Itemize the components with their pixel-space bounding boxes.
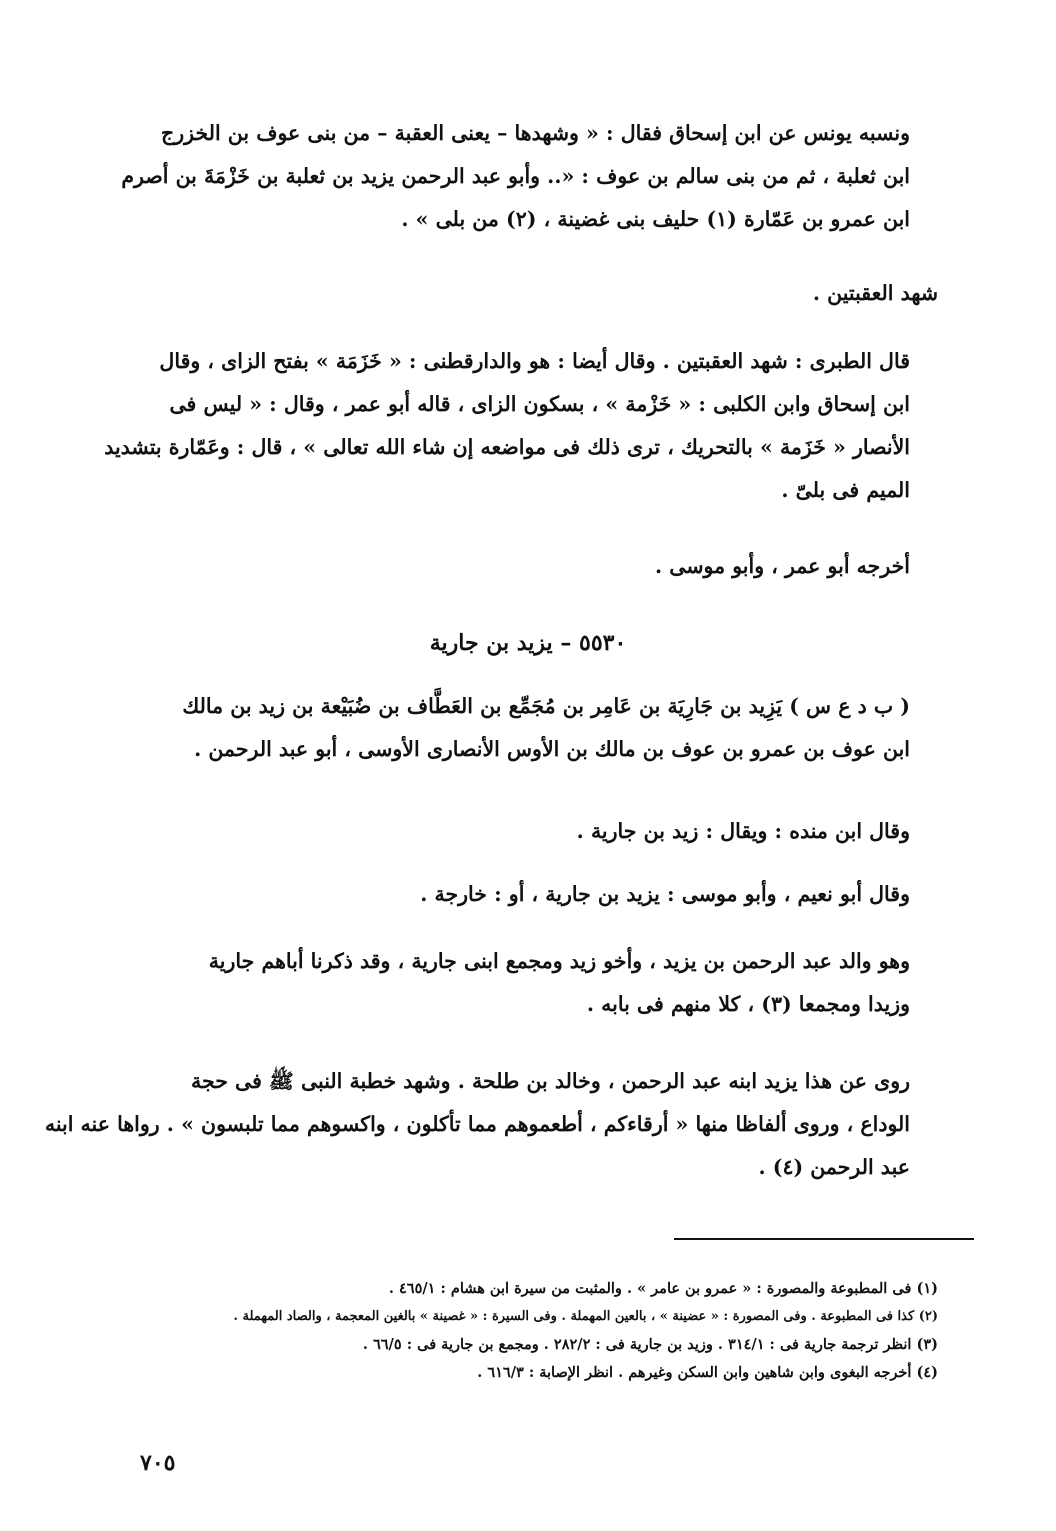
text-line: وقال ابن منده : ويقال : زيد بن جارية . xyxy=(576,819,910,843)
text-line: وزيدا ومجمعا (٣) ، كلا منهم فى بابه . xyxy=(586,992,910,1016)
paragraph-aqaba xyxy=(102,272,938,315)
paragraph-entry-name xyxy=(102,685,938,771)
text-line: ابن عمرو بن عَمّارة (١) حليف بنى غضينة ، (٢) من بلى » . xyxy=(401,207,910,231)
text-line: قال الطبرى : شهد العقبتين . وقال أيضا : هو والدارقطنى : « خَزَمَة » بفتح الزاى ، وقال xyxy=(159,349,910,373)
footnote: (٣) انظر ترجمة جارية فى : ٣١٤/١ . وزيد بن جارية فى : ٢٨٢/٢ . ومجمع بن جارية فى : ٦٦/٥ . xyxy=(362,1336,938,1353)
text-line: الميم فى بلىّ . xyxy=(781,478,910,502)
text-line: ابن إسحاق وابن الكلبى : « خَزْمة » ، بسكون الزاى ، قاله أبو عمر ، وقال : « ليس فى xyxy=(169,392,910,416)
text-line: الوداع ، وروى ألفاظا منها « أرقاءكم ، أطعموهم مما تأكلون ، واكسوهم مما تلبسون » . رواها عنه ابنه xyxy=(44,1112,910,1136)
paragraph-takhrij xyxy=(102,545,938,588)
text-line: الأنصار « خَزَمة » بالتحريك ، ترى ذلك فى مواضعه إن شاء الله تعالى » ، قال : وعَمّارة بتشديد xyxy=(104,435,910,459)
text-line: ابن عوف بن عمرو بن عوف بن مالك بن الأوس الأنصارى الأوسى ، أبو عبد الرحمن . xyxy=(194,737,910,761)
text-line: أخرجه أبو عمر ، وأبو موسى . xyxy=(654,554,910,578)
text-line: روى عن هذا يزيد ابنه عبد الرحمن ، وخالد بن طلحة . وشهد خطبة النبى ﷺ فى حجة xyxy=(190,1069,910,1093)
paragraph-abu-nuaym xyxy=(102,873,938,916)
text-line: ( ب د ع س ) يَزِيد بن جَارِيَة بن عَامِر بن مُجَمِّع بن العَطَّاف بن ضُبَيْعة بن زيد بن مالك xyxy=(182,694,910,718)
paragraph-father xyxy=(102,940,938,1026)
text-line: وهو والد عبد الرحمن بن يزيد ، وأخو زيد ومجمع ابنى جارية ، وقد ذكرنا أباهم جارية xyxy=(208,949,910,973)
footnote: (١) فى المطبوعة والمصورة : « عمرو بن عامر » . والمثبت من سيرة ابن هشام : ٤٦٥/١ . xyxy=(388,1280,938,1297)
footnote: (٤) أخرجه البغوى وابن شاهين وابن السكن وغيرهم . انظر الإصابة : ٦١٦/٣ . xyxy=(477,1364,938,1381)
text-line: وقال أبو نعيم ، وأبو موسى : يزيد بن جارية ، أو : خارجة . xyxy=(420,882,910,906)
page-number: ٧٠٥ xyxy=(140,1450,176,1476)
text-line: شهد العقبتين . xyxy=(812,281,938,305)
footnote-divider xyxy=(674,1238,974,1240)
text-line: ابن ثعلبة ، ثم من بنى سالم بن عوف : «.. وأبو عبد الرحمن يزيد بن ثعلبة بن خَزْمَةَ بن أصرم xyxy=(121,164,910,188)
paragraph-lineage xyxy=(102,112,938,241)
footnote: (٢) كذا فى المطبوعة . وفى المصورة : « عضينة » ، بالعين المهملة . وفى السيرة : « غصينة » بالغين المعجمة ، والصاد المهملة . xyxy=(233,1309,938,1324)
text-line: ونسبه يونس عن ابن إسحاق فقال : « وشهدها – يعنى العقبة – من بنى عوف بن الخزرج xyxy=(161,121,910,145)
entry-heading: ٥٥٣٠ – يزيد بن جارية xyxy=(429,630,627,656)
paragraph-ibn-mandah xyxy=(102,810,938,853)
paragraph-narration xyxy=(44,1060,938,1189)
paragraph-tabari xyxy=(102,340,938,512)
footnotes xyxy=(102,1275,938,1387)
text-line: عبد الرحمن (٤) . xyxy=(758,1155,910,1179)
